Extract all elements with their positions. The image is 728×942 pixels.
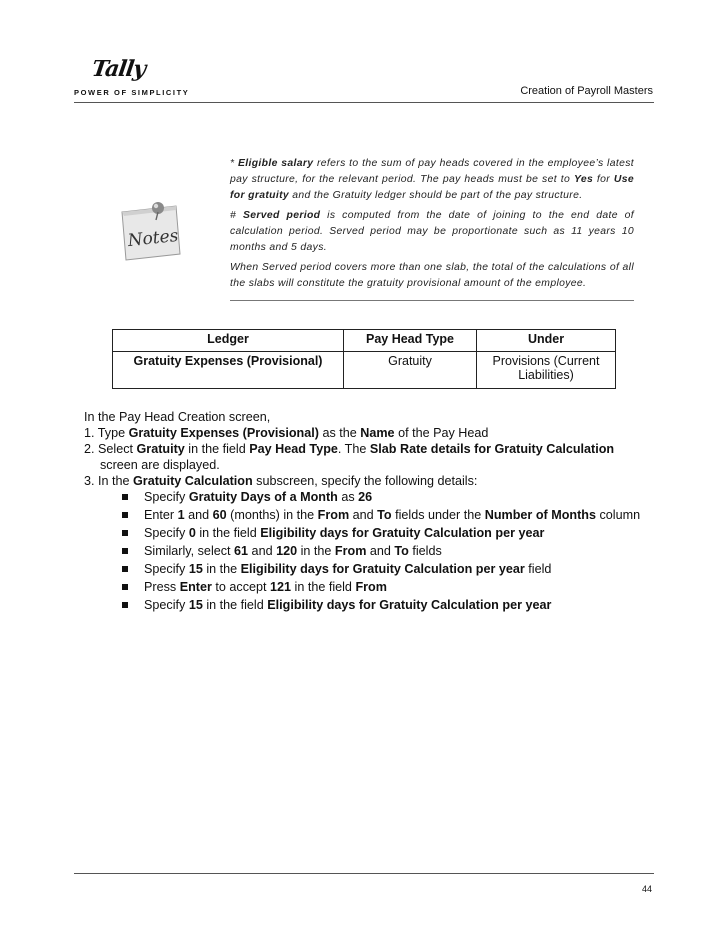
step-2: 2. Select Gratuity in the field Pay Head Type. The Slab Rate details for Gratuity Calculation screen are displayed. — [84, 442, 615, 472]
header-ledger: Ledger — [113, 330, 344, 352]
notes-icon-label: Notes — [126, 225, 180, 252]
ledger-table — [112, 329, 616, 389]
logo-wordmark: Tally — [90, 56, 147, 82]
cell-under: Provisions (Current Liabilities) — [477, 352, 616, 389]
notes-icon — [118, 202, 188, 264]
table-row — [113, 352, 616, 389]
step-1: 1. Type Gratuity Expenses (Provisional) as the Name of the Pay Head — [84, 426, 489, 440]
bullet-square-icon — [122, 602, 128, 608]
bullet-square-icon — [122, 566, 128, 572]
list-item: Specify 15 in the field Eligibility days for Gratuity Calculation per year — [84, 597, 654, 613]
chapter-title: Creation of Payroll Masters — [520, 85, 653, 97]
bullet-square-icon — [122, 584, 128, 590]
instruction-steps — [84, 409, 654, 615]
note-eligible-salary: * Eligible salary refers to the sum of pay heads covered in the employee’s latest pay structure, for the relevant period. The pay heads must be set to Yes for Use for gratuity and the Gratuity ledger should be part of the pay structure. — [230, 158, 634, 201]
logo-tagline: POWER OF SIMPLICITY — [74, 88, 190, 97]
list-item: Specify Gratuity Days of a Month as 26 — [84, 489, 654, 505]
note-slab-total: When Served period covers more than one slab, the total of the calculations of all the slabs will constitute the gratuity provisional amount of the employee. — [230, 262, 634, 289]
list-item: Specify 15 in the Eligibility days for Gratuity Calculation per year field — [84, 561, 654, 577]
notes-divider — [230, 300, 634, 301]
step-3: 3. In the Gratuity Calculation subscreen, specify the following details: — [84, 474, 478, 488]
cell-ledger: Gratuity Expenses (Provisional) — [113, 352, 344, 389]
list-item: Specify 0 in the field Eligibility days for Gratuity Calculation per year — [84, 525, 654, 541]
steps-intro: In the Pay Head Creation screen, — [84, 410, 271, 424]
note-served-period: # Served period is computed from the date of joining to the end date of calculation period. Served period may be proportionate such as 11 years 10 months and 5 days. — [230, 210, 634, 253]
bullet-square-icon — [122, 530, 128, 536]
header-pay-head-type: Pay Head Type — [344, 330, 477, 352]
table-header-row — [113, 330, 616, 352]
cell-pay-head-type: Gratuity — [344, 352, 477, 389]
header-divider — [74, 102, 654, 103]
list-item: Enter 1 and 60 (months) in the From and To fields under the Number of Months column — [84, 507, 654, 523]
bullet-square-icon — [122, 548, 128, 554]
header-under: Under — [477, 330, 616, 352]
notes-block — [230, 156, 634, 296]
list-item: Press Enter to accept 121 in the field From — [84, 579, 654, 595]
bullet-square-icon — [122, 512, 128, 518]
bullet-square-icon — [122, 494, 128, 500]
page-number: 44 — [641, 884, 652, 894]
footer-divider — [74, 873, 654, 874]
step-3-bullets — [84, 489, 654, 613]
list-item: Similarly, select 61 and 120 in the From and To fields — [84, 543, 654, 559]
